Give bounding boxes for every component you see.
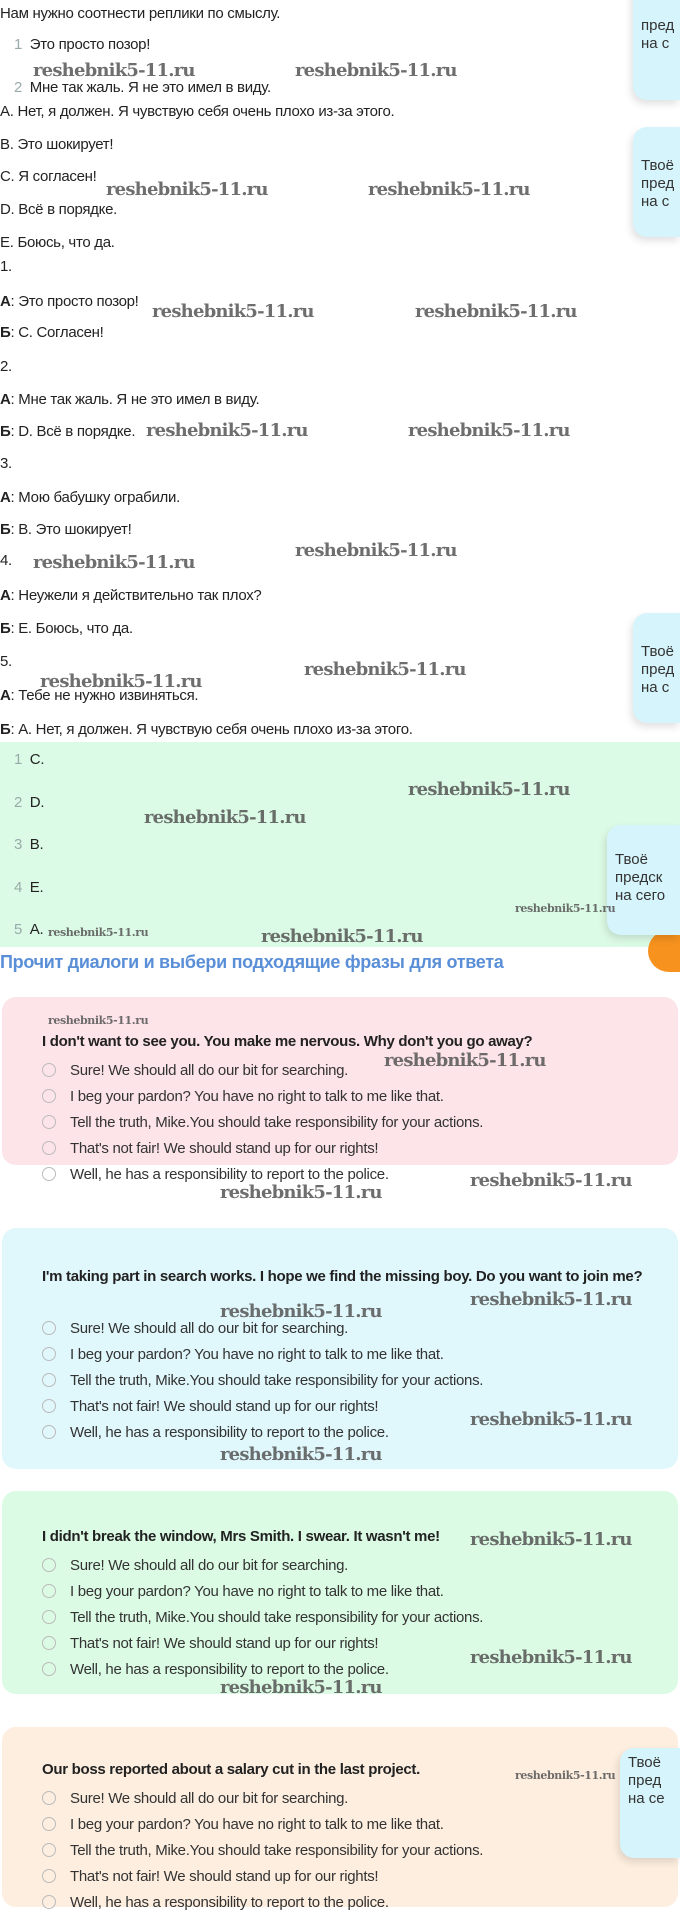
answer-option[interactable]	[42, 1608, 483, 1626]
radio-button[interactable]	[42, 1869, 56, 1883]
option-label: I beg your pardon? You have no right to talk to me like that.	[70, 1815, 444, 1833]
watermark: reshebnik5-11.ru	[261, 926, 423, 947]
numbered-item	[14, 36, 150, 54]
watermark: reshebnik5-11.ru	[470, 1647, 632, 1668]
dialogue-line-b	[0, 521, 131, 539]
option-d: D. Всё в порядке.	[0, 201, 117, 218]
watermark: reshebnik5-11.ru	[144, 807, 306, 828]
dialogue-line-b	[0, 324, 104, 342]
option-label: Sure! We should all do our bit for searching.	[70, 1319, 349, 1337]
line-text: : Это просто позор!	[10, 293, 139, 310]
watermark: reshebnik5-11.ru	[470, 1529, 632, 1550]
watermark: reshebnik5-11.ru	[220, 1444, 382, 1465]
watermark: reshebnik5-11.ru	[48, 926, 149, 939]
watermark: reshebnik5-11.ru	[368, 179, 530, 200]
radio-button[interactable]	[42, 1167, 56, 1181]
answer-number: 1	[14, 751, 23, 768]
speaker-label: А	[0, 587, 11, 604]
watermark: reshebnik5-11.ru	[48, 1014, 149, 1027]
watermark: reshebnik5-11.ru	[40, 671, 202, 692]
chat-bubble[interactable]	[607, 825, 680, 935]
option-label: Tell the truth, Mike.You should take responsibility for your actions.	[70, 1608, 484, 1626]
dialogue-number: 5.	[0, 653, 12, 670]
watermark: reshebnik5-11.ru	[152, 301, 314, 322]
speaker-label: Б	[0, 620, 11, 637]
radio-button[interactable]	[42, 1115, 56, 1129]
section-heading: Прочит диалоги и выбери подходящие фразы для ответа	[0, 952, 504, 972]
radio-button[interactable]	[42, 1662, 56, 1676]
watermark: reshebnik5-11.ru	[408, 779, 570, 800]
bubble-text: на се	[628, 1790, 665, 1807]
speaker-label: Б	[0, 721, 11, 738]
answer-option[interactable]	[42, 1556, 348, 1574]
radio-button[interactable]	[42, 1089, 56, 1103]
radio-button[interactable]	[42, 1347, 56, 1361]
line-text: : E. Боюсь, что да.	[10, 620, 133, 637]
watermark: reshebnik5-11.ru	[515, 1769, 616, 1782]
bubble-text: пред	[641, 175, 675, 192]
dialogue-line-a	[0, 587, 261, 605]
answer-option[interactable]	[42, 1139, 378, 1157]
option-label: Tell the truth, Mike.You should take responsibility for your actions.	[70, 1371, 484, 1389]
line-text: : B. Это шокирует!	[10, 521, 132, 538]
answer-option[interactable]	[42, 1423, 389, 1441]
question-prompt: Our boss reported about a salary cut in the last project.	[42, 1761, 420, 1778]
bubble-text: на с	[641, 193, 670, 210]
question-prompt: I don't want to see you. You make me nervous. Why don't you go away?	[42, 1033, 533, 1050]
option-label: I beg your pardon? You have no right to talk to me like that.	[70, 1087, 444, 1105]
bubble-text: пред	[628, 1772, 662, 1789]
item-text: Это просто позор!	[29, 36, 151, 53]
dialogue-line-a	[0, 391, 259, 409]
bubble-text: пред	[641, 661, 675, 678]
bubble-text: пред	[641, 17, 675, 34]
option-label: That's not fair! We should stand up for our rights!	[70, 1397, 379, 1415]
answer-letter: A.	[29, 921, 44, 938]
answer-option[interactable]	[42, 1634, 378, 1652]
watermark: reshebnik5-11.ru	[415, 301, 577, 322]
bubble-text: Твоё	[641, 643, 674, 660]
radio-button[interactable]	[42, 1558, 56, 1572]
answer-option[interactable]	[42, 1867, 378, 1885]
option-label: I beg your pardon? You have no right to talk to me like that.	[70, 1582, 444, 1600]
line-text: : A. Нет, я должен. Я чувствую себя очень плохо из-за этого.	[10, 721, 413, 738]
option-a: A. Нет, я должен. Я чувствую себя очень плохо из-за этого.	[0, 103, 395, 120]
line-text: : Мне так жаль. Я не это имел в виду.	[10, 391, 260, 408]
item-text: Мне так жаль. Я не это имел в виду.	[29, 79, 271, 96]
option-label: Sure! We should all do our bit for searching.	[70, 1789, 349, 1807]
option-label: That's not fair! We should stand up for our rights!	[70, 1867, 379, 1885]
question-card	[2, 1727, 678, 1911]
bubble-text: на сего	[615, 887, 666, 904]
option-label: That's not fair! We should stand up for our rights!	[70, 1634, 379, 1652]
chat-bubble[interactable]	[633, 613, 680, 723]
chat-bubble[interactable]	[633, 127, 680, 237]
dialogue-line-a	[0, 489, 180, 507]
bubble-text: Твоё	[615, 851, 648, 868]
answer-option[interactable]	[42, 1582, 444, 1600]
option-label: Tell the truth, Mike.You should take responsibility for your actions.	[70, 1113, 484, 1131]
answer-number: 4	[14, 879, 23, 896]
radio-button[interactable]	[42, 1425, 56, 1439]
radio-button[interactable]	[42, 1063, 56, 1077]
option-e: E. Боюсь, что да.	[0, 234, 115, 251]
answer-option[interactable]	[42, 1789, 348, 1807]
watermark: reshebnik5-11.ru	[146, 420, 308, 441]
bubble-text: предск	[615, 869, 663, 886]
bubble-text: Твоё	[628, 1754, 661, 1771]
answer-item	[14, 879, 43, 897]
watermark: reshebnik5-11.ru	[515, 902, 616, 915]
item-number: 1	[14, 36, 23, 53]
answer-item	[14, 836, 43, 854]
watermark: reshebnik5-11.ru	[33, 552, 195, 573]
speaker-label: А	[0, 293, 11, 310]
answer-option[interactable]	[42, 1371, 483, 1389]
radio-button[interactable]	[42, 1141, 56, 1155]
dialogue-number: 1.	[0, 258, 12, 275]
line-text: : Неужели я действительно так плох?	[10, 587, 262, 604]
speaker-label: Б	[0, 521, 11, 538]
item-number: 2	[14, 79, 23, 96]
option-label: Tell the truth, Mike.You should take responsibility for your actions.	[70, 1841, 484, 1859]
question-card	[2, 1228, 678, 1469]
radio-button[interactable]	[42, 1610, 56, 1624]
question-prompt: I'm taking part in search works. I hope we find the missing boy. Do you want to join me?	[42, 1268, 643, 1285]
line-text: : D. Всё в порядке.	[10, 423, 136, 440]
watermark: reshebnik5-11.ru	[384, 1050, 546, 1071]
answer-number: 5	[14, 921, 23, 938]
option-label: Well, he has a responsibility to report to the police.	[70, 1893, 389, 1911]
answer-item	[14, 921, 43, 939]
speaker-label: Б	[0, 324, 11, 341]
line-text: : Мою бабушку ограбили.	[10, 489, 180, 506]
option-label: That's not fair! We should stand up for our rights!	[70, 1139, 379, 1157]
dialogue-number: 2.	[0, 358, 12, 375]
answer-option[interactable]	[42, 1397, 378, 1415]
answer-letter: B.	[29, 836, 44, 853]
speaker-label: А	[0, 687, 11, 704]
chat-bubble[interactable]	[620, 1748, 680, 1858]
answer-option[interactable]	[42, 1345, 444, 1363]
radio-button[interactable]	[42, 1373, 56, 1387]
watermark: reshebnik5-11.ru	[470, 1170, 632, 1191]
watermark: reshebnik5-11.ru	[106, 179, 268, 200]
radio-button[interactable]	[42, 1321, 56, 1335]
answer-item	[14, 794, 44, 812]
watermark: reshebnik5-11.ru	[220, 1182, 382, 1203]
speaker-label: А	[0, 489, 11, 506]
dialogue-number: 3.	[0, 455, 12, 472]
watermark: reshebnik5-11.ru	[408, 420, 570, 441]
answer-number: 3	[14, 836, 23, 853]
dialogue-line-b	[0, 721, 413, 739]
option-label: I beg your pardon? You have no right to talk to me like that.	[70, 1345, 444, 1363]
dialogue-line-b	[0, 423, 135, 441]
speaker-label: А	[0, 391, 11, 408]
answers-panel	[0, 742, 680, 947]
answer-option[interactable]	[42, 1087, 444, 1105]
option-label: Sure! We should all do our bit for searching.	[70, 1061, 349, 1079]
answer-option[interactable]	[42, 1061, 348, 1079]
option-label: Sure! We should all do our bit for searching.	[70, 1556, 349, 1574]
watermark: reshebnik5-11.ru	[220, 1677, 382, 1698]
intro-text: Нам нужно соотнести реплики по смыслу.	[0, 5, 281, 22]
speaker-label: Б	[0, 423, 11, 440]
watermark: reshebnik5-11.ru	[470, 1409, 632, 1430]
bubble-text: на с	[641, 679, 670, 696]
option-label: Well, he has a responsibility to report to the police.	[70, 1165, 389, 1183]
bubble-text: Твоё	[641, 157, 674, 174]
mascot-icon	[648, 930, 680, 972]
line-text: : Тебе не нужно извиняться.	[10, 687, 199, 704]
question-prompt: I didn't break the window, Mrs Smith. I swear. It wasn't me!	[42, 1528, 440, 1545]
answer-option[interactable]	[42, 1660, 389, 1678]
line-text: : C. Согласен!	[10, 324, 104, 341]
radio-button[interactable]	[42, 1584, 56, 1598]
answer-item	[14, 751, 44, 769]
radio-button[interactable]	[42, 1791, 56, 1805]
watermark: reshebnik5-11.ru	[295, 60, 457, 81]
watermark: reshebnik5-11.ru	[33, 60, 195, 81]
answer-number: 2	[14, 794, 23, 811]
answer-option[interactable]	[42, 1893, 389, 1911]
chat-bubble[interactable]	[633, 0, 680, 100]
dialogue-number: 4.	[0, 552, 12, 569]
option-label: Well, he has a responsibility to report to the police.	[70, 1423, 389, 1441]
answer-option[interactable]	[42, 1841, 483, 1859]
radio-button[interactable]	[42, 1843, 56, 1857]
dialogue-line-b	[0, 620, 133, 638]
watermark: reshebnik5-11.ru	[304, 659, 466, 680]
answer-option[interactable]	[42, 1815, 444, 1833]
watermark: reshebnik5-11.ru	[295, 540, 457, 561]
radio-button[interactable]	[42, 1399, 56, 1413]
answer-letter: E.	[29, 879, 44, 896]
watermark: reshebnik5-11.ru	[220, 1301, 382, 1322]
radio-button[interactable]	[42, 1817, 56, 1831]
answer-option[interactable]	[42, 1113, 483, 1131]
dialogue-line-a	[0, 293, 139, 311]
option-b: B. Это шокирует!	[0, 136, 114, 153]
option-label: Well, he has a responsibility to report to the police.	[70, 1660, 389, 1678]
answer-letter: C.	[29, 751, 45, 768]
numbered-item	[14, 79, 271, 97]
option-c: C. Я согласен!	[0, 168, 97, 185]
bubble-text: на с	[641, 35, 670, 52]
watermark: reshebnik5-11.ru	[470, 1289, 632, 1310]
answer-option[interactable]	[42, 1165, 389, 1183]
answer-letter: D.	[29, 794, 45, 811]
radio-button[interactable]	[42, 1636, 56, 1650]
